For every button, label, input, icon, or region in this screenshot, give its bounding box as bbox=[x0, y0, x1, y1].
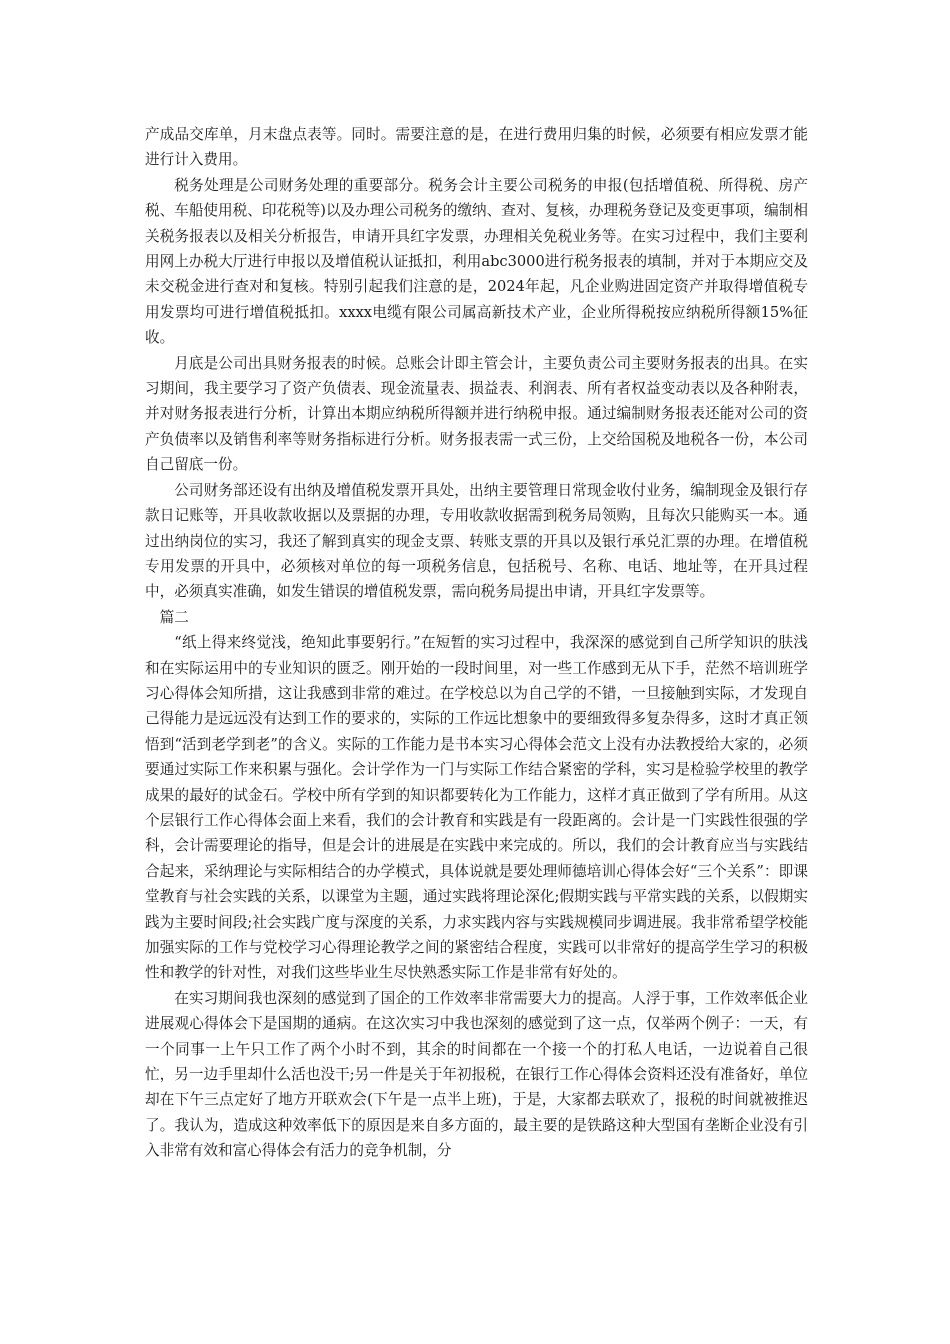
document-page bbox=[145, 122, 808, 1164]
section-heading: 篇二 bbox=[159, 608, 189, 626]
paragraph-continuation: 产成品交库单，月末盘点表等。同时。需要注意的是，在进行费用归集的时候，必须要有相应发票才能进行计入费用。 bbox=[145, 126, 808, 169]
paragraph-tax-processing: 税务处理是公司财务处理的重要部分。税务会计主要公司税务的申报(包括增值税、所得税、房产税、车船使用税、印花税等)以及办理公司税务的缴纳、查对、复核，办理税务登记及变更事项，编制相关税务报表以及相关分析报告，申请开具红字发票，办理相关免税业务等。在实习过程中，我们主要利用网上办税大厅进行申报以及增值税认证抵扣，利用abc3000进行税务报表的填制，并对于本期应交及未交税金进行查对和复核。特别引起我们注意的是，2024年起，凡企业购进固定资产并取得增值税专用发票均可进行增值税抵扣。xxxx电缆有限公司属高新技术产业，企业所得税按应纳税所得额15%征收。 bbox=[145, 176, 808, 347]
paragraph-work-efficiency: 在实习期间我也深刻的感觉到了国企的工作效率非常需要大力的提高。人浮于事，工作效率低企业进展观心得体会下是国期的通病。在这次实习中我也深刻的感觉到了这一点，仅举两个例子：一天，有一个同事一上午只工作了两个小时不到，其余的时间都在一个接一个的打私人电话，一边说着自己很忙，另一边手里却什么活也没干;另一件是关于年初报税，在银行工作心得体会资料还没有准备好，单位却在下午三点定好了地方开联欢会(下午是一点半上班)，于是，大家都去联欢了，报税的时间就被推迟了。我认为，造成这种效率低下的原因是来自多方面的，最主要的是铁路这种大型国有垄断企业没有引入非常有效和富心得体会有活力的竞争机制，分 bbox=[145, 989, 808, 1160]
paragraph-financial-statements: 月底是公司出具财务报表的时候。总账会计即主管会计，主要负责公司主要财务报表的出具。在实习期间，我主要学习了资产负债表、现金流量表、损益表、利润表、所有者权益变动表以及各种附表，并对财务报表进行分析，计算出本期应纳税所得额并进行纳税申报。通过编制财务报表还能对公司的资产负债率以及销售利率等财务指标进行分析。财务报表需一式三份，上交给国税及地税各一份，本公司自己留底一份。 bbox=[145, 354, 808, 474]
paragraph-cashier: 公司财务部还设有出纳及增值税发票开具处，出纳主要管理日常现金收付业务，编制现金及银行存款日记账等，开具收款收据以及票据的办理，专用收款收据需到税务局领购，且每次只能购买一本。通过出纳岗位的实习，我还了解到真实的现金支票、转账支票的开具以及银行承兑汇票的办理。在增值税专用发票的开具中，必须核对单位的每一项税务信息，包括税号、名称、电话、地址等，在开具过程中，必须真实准确，如发生错误的增值税发票，需向税务局提出申请，开具红字发票等。 bbox=[145, 481, 808, 601]
paragraph-internship-reflection: “纸上得来终觉浅，绝知此事要躬行。”在短暂的实习过程中，我深深的感觉到自己所学知识的肤浅和在实际运用中的专业知识的匮乏。刚开始的一段时间里，对一些工作感到无从下手，茫然不培训班学习心得体会知所措，这让我感到非常的难过。在学校总以为自己学的不错，一旦接触到实际，才发现自己得能力是远远没有达到工作的要求的，实际的工作远比想象中的要细致得多复杂得多，这时才真正领悟到“活到老学到老”的含义。实际的工作能力是书本实习心得体会范文上没有办法教授给大家的，必须要通过实际工作来积累与强化。会计学作为一门与实际工作结合紧密的学科，实习是检验学校里的教学成果的最好的试金石。学校中所有学到的知识都要转化为工作能力，这样才真正做到了学有所用。从这个层银行工作心得体会面上来看，我们的会计教育和实践是有一段距离的。会计是一门实践性很强的学科，会计需要理论的指导，但是会计的进展是在实践中来完成的。所以，我们的会计教育应当与实践结合起来，采纳理论与实际相结合的办学模式，具体说就是要处理师德培训心得体会好“三个关系”：即课堂教育与社会实践的关系，以课堂为主题，通过实践将理论深化;假期实践与平常实践的关系，以假期实践为主要时间段;社会实践广度与深度的关系，力求实践内容与实践规模同步调进展。我非常希望学校能加强实际的工作与党校学习心得理论教学之间的紧密结合程度，实践可以非常好的提高学生学习的积极性和教学的针对性，对我们这些毕业生尽快熟悉实际工作是非常有好处的。 bbox=[145, 634, 808, 982]
